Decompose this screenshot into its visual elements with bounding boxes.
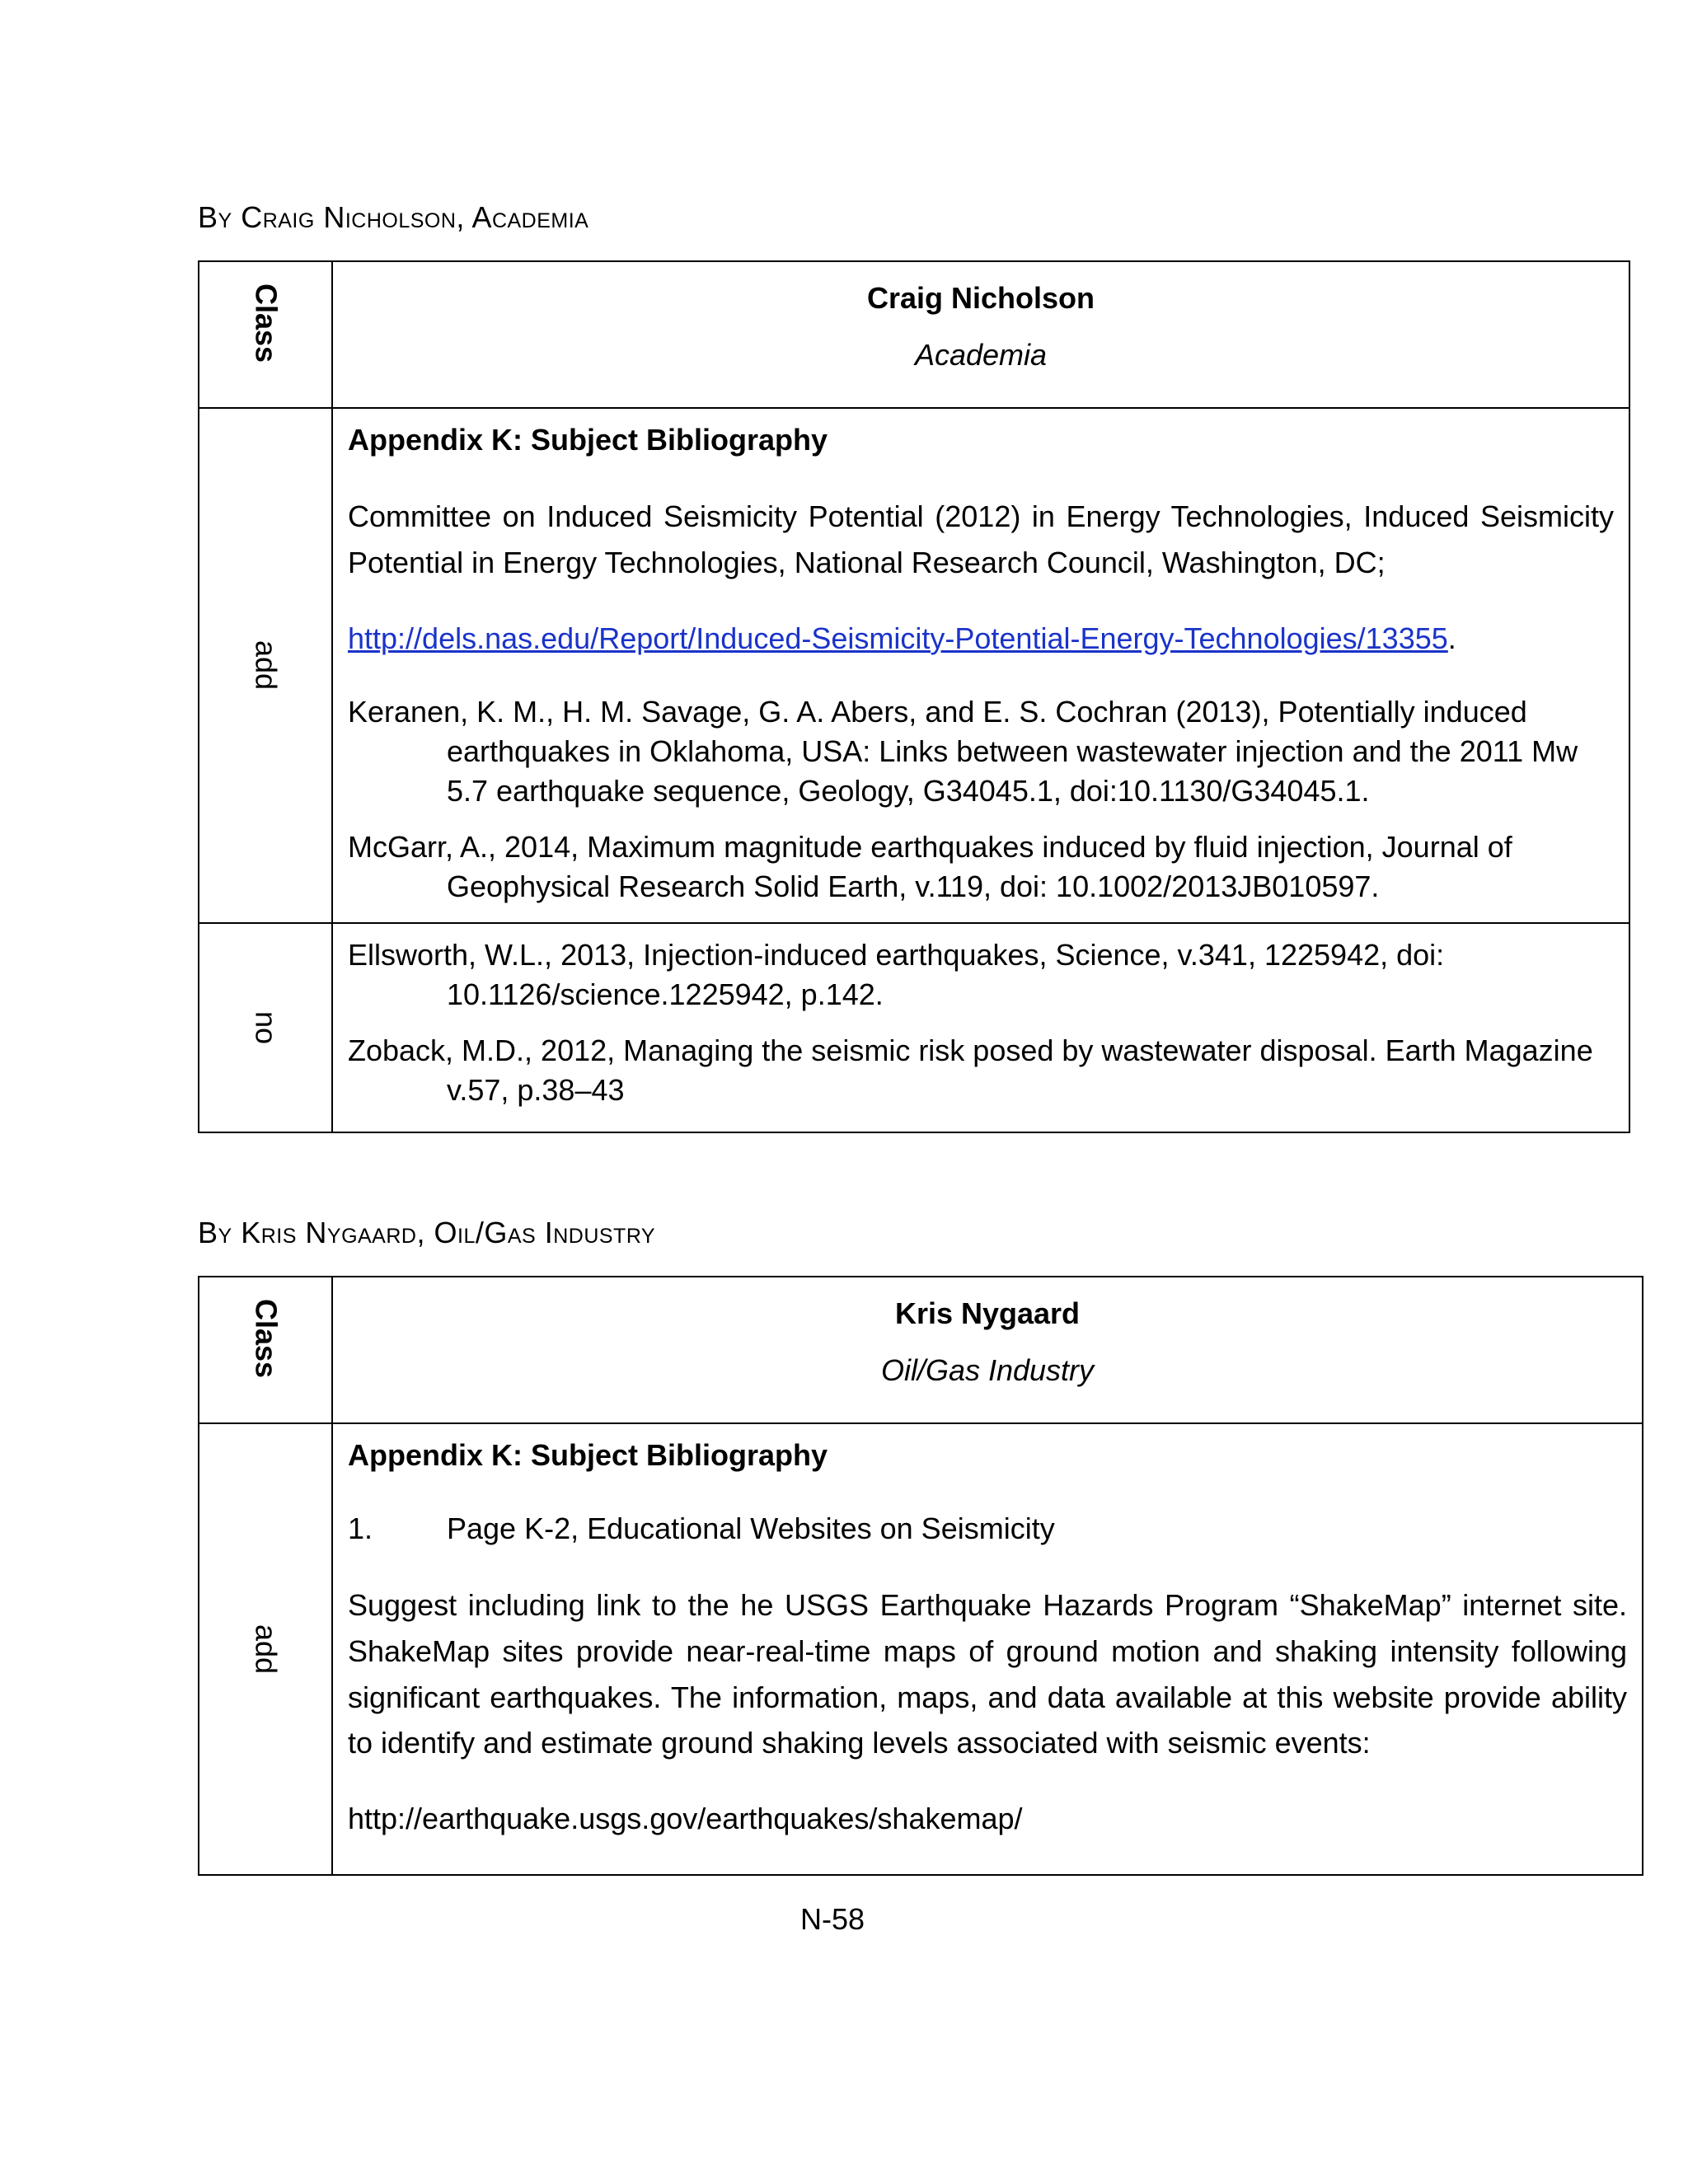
item-text: Page K-2, Educational Websites on Seismicity [447, 1511, 1055, 1545]
link-suffix: . [1447, 621, 1456, 655]
shakemap-suggestion: Suggest including link to the he USGS Earthquake Hazards Program “ShakeMap” internet site. ShakeMap sites provide near-real-time maps of ground motion and shaking intensity following significant earthquakes. The information, maps, and data available at this website provide ability to identify and estimate ground shaking levels associated with seismic events: [348, 1587, 1627, 1760]
comment-table-nygaard [198, 1276, 1643, 1876]
shakemap-url: http://earthquake.usgs.gov/earthquakes/shakemap/ [348, 1802, 1023, 1836]
appendix-title: Appendix K: Subject Bibliography [348, 423, 828, 457]
class-label-add: add [249, 1624, 284, 1675]
section-heading-nygaard [198, 1216, 655, 1250]
class-label-add: add [249, 640, 284, 691]
bib-keranen: Keranen, K. M., H. M. Savage, G. A. Abers, and E. S. Cochran (2013), Potentially induced earthquakes in Oklahoma, USA: Links between wastewater injection and the 2011 Mw 5.7 earthquake sequence, Geology, G34045.1, doi:10.1130/G34045.1. [348, 694, 1578, 808]
bib-committee: Committee on Induced Seismicity Potential (2012) in Energy Technologies, Induced Seismicity Potential in Energy Technologies, National Research Council, Washington, DC; [348, 499, 1614, 579]
comment-body-add [332, 408, 1629, 923]
heading-name: Craig Nicholson [241, 200, 457, 234]
comment-body-no [332, 923, 1629, 1132]
commenter-name: Craig Nicholson [866, 281, 1095, 315]
comment-body-add [332, 1423, 1643, 1875]
heading-org: Oil/Gas Industry [434, 1216, 656, 1249]
class-cell-add [199, 408, 332, 923]
class-header-label: Class [249, 1298, 284, 1379]
bib-mcgarr: McGarr, A., 2014, Maximum magnitude earthquakes induced by fluid injection, Journal of Geophysical Research Solid Earth, v.119, doi: 10.1002/2013JB010597. [348, 830, 1512, 904]
comment-table-nicholson [198, 260, 1630, 1133]
commenter-name: Kris Nygaard [894, 1296, 1081, 1330]
heading-sep: , [456, 200, 465, 234]
class-label-no: no [249, 1010, 284, 1044]
numbered-item [348, 1509, 1627, 1549]
class-header-cell [199, 261, 332, 408]
class-header-cell [199, 1277, 332, 1423]
item-number: 1. [348, 1511, 373, 1545]
bib-zoback: Zoback, M.D., 2012, Managing the seismic risk posed by wastewater disposal. Earth Magazine v.57, p.38–43 [348, 1033, 1593, 1108]
bib-ellsworth: Ellsworth, W.L., 2013, Injection-induced earthquakes, Science, v.341, 1225942, doi: 10.1126/science.1225942, p.142. [348, 937, 1445, 1011]
commenter-org: Academia [914, 337, 1048, 372]
commenter-cell [332, 261, 1629, 408]
section-heading-nicholson [198, 200, 588, 235]
class-header-label: Class [249, 283, 284, 363]
commenter-org: Oil/Gas Industry [880, 1352, 1095, 1387]
nas-report-link[interactable]: http://dels.nas.edu/Report/Induced-Seismicity-Potential-Energy-Technologies/13355 [348, 621, 1448, 655]
heading-name: Kris Nygaard [241, 1216, 417, 1249]
heading-org: Academia [471, 200, 589, 234]
page-number: N-58 [799, 1902, 865, 1936]
class-cell-add [199, 1423, 332, 1875]
class-cell-no [199, 923, 332, 1132]
appendix-title: Appendix K: Subject Bibliography [348, 1438, 828, 1472]
commenter-cell [332, 1277, 1643, 1423]
link-line [348, 619, 1614, 659]
heading-sep: , [416, 1216, 425, 1249]
heading-by: By [198, 200, 232, 234]
heading-by: By [198, 1216, 232, 1249]
